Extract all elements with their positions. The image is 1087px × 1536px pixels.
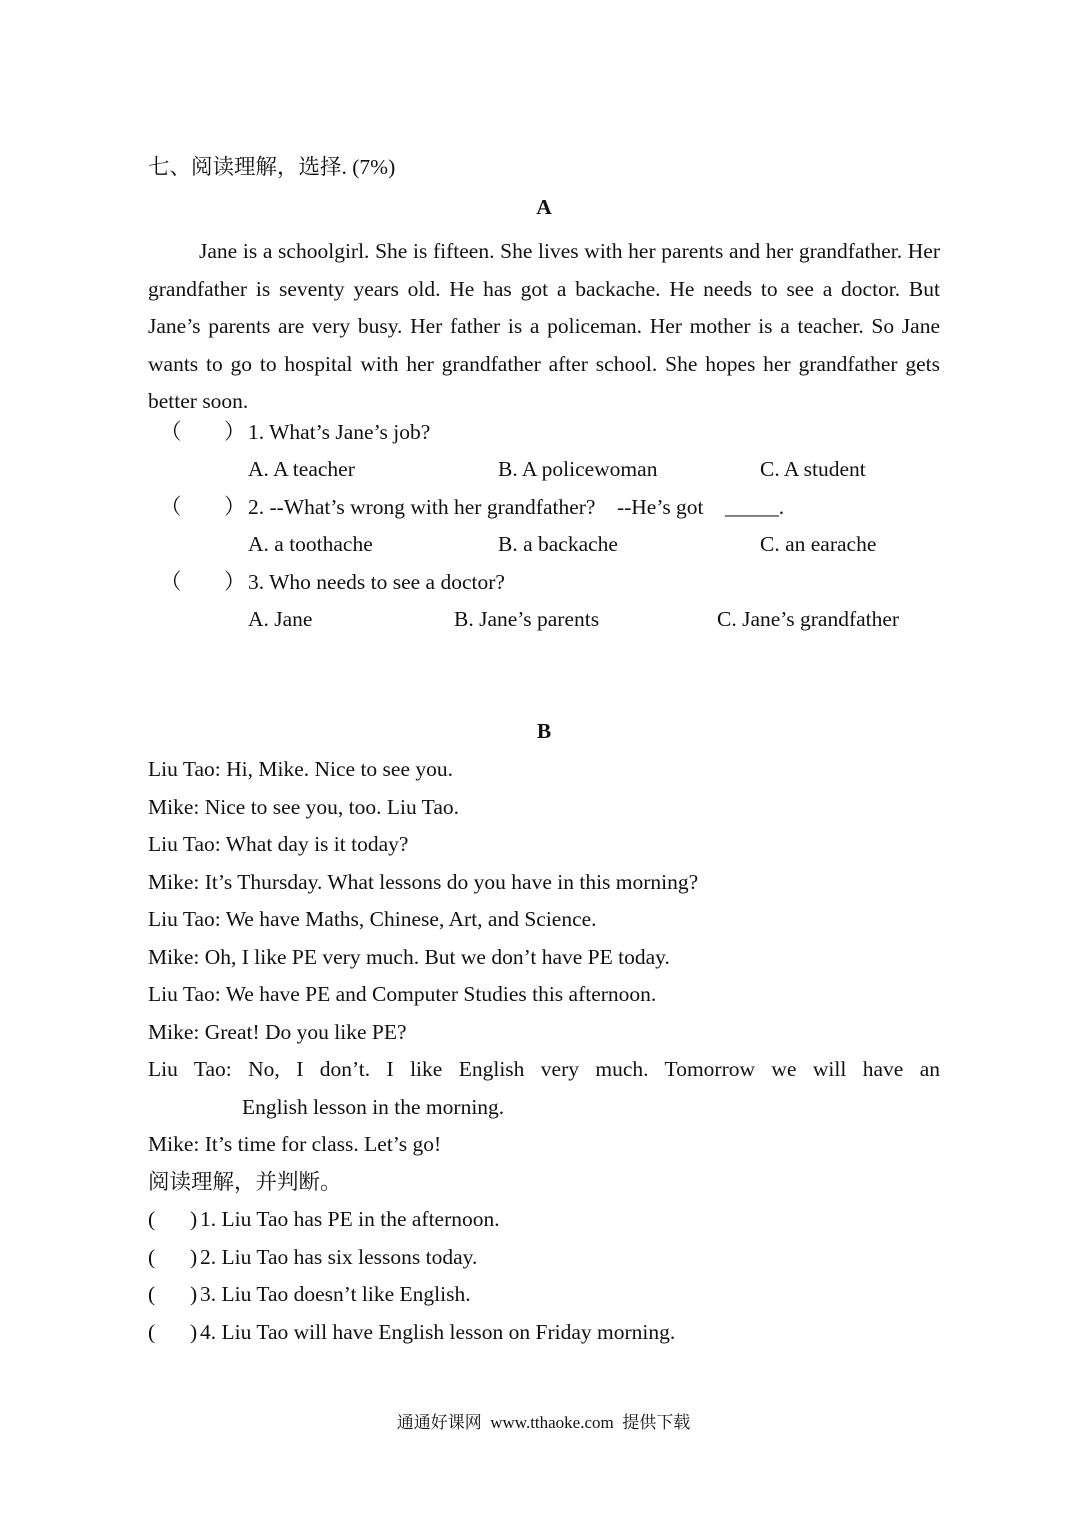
question-3-option-c: C. Jane’s grandfather	[717, 607, 900, 631]
tf-paren-open: (	[148, 1245, 156, 1269]
part-a-passage: Jane is a schoolgirl. She is fifteen. She lives with her parents and her grandfather. Her grandfather is seventy years old. He has got a backache. He needs to see a doctor. But Jane’s parents are very busy. Her father is a policeman. Her mother is a teacher. So Jane wants to go to hospital with her grandfather after school. She hopes her grandfather gets better soon.	[148, 239, 940, 413]
tf-statement-text: 3. Liu Tao doesn’t like English.	[200, 1282, 471, 1306]
tf-statement-text: 1. Liu Tao has PE in the afternoon.	[200, 1207, 500, 1231]
question-2-option-b: B. a backache	[498, 532, 618, 556]
dialogue-line: Mike: Great! Do you like PE?	[148, 1020, 407, 1044]
dialogue-line-long	[148, 1051, 940, 1126]
question-1-option-c: C. A student	[760, 457, 866, 481]
tf-paren-close: )	[190, 1245, 198, 1269]
tf-instruction: 阅读理解，并判断。	[148, 1170, 342, 1194]
question-2-option-c: C. an earache	[760, 532, 877, 556]
tf-statement-text: 2. Liu Tao has six lessons today.	[200, 1245, 478, 1269]
question-3-option-b: B. Jane’s parents	[454, 607, 600, 631]
question-3-option-a: A. Jane	[248, 607, 313, 631]
question-2-option-a: A. a toothache	[248, 532, 373, 556]
question-text: 2. --What’s wrong with her grandfather? --He’s got _____.	[248, 495, 785, 519]
section-title: 七、阅读理解，选择. (7%)	[148, 155, 396, 179]
answer-paren-open: （	[160, 420, 182, 444]
question-text: 1. What’s Jane’s job?	[248, 420, 431, 444]
dialogue-line-continued: English lesson in the morning.	[242, 1094, 505, 1119]
tf-paren-close: )	[190, 1282, 198, 1306]
dialogue-line: Mike: It’s Thursday. What lessons do you have in this morning?	[148, 870, 699, 894]
part-b-label: B	[536, 719, 552, 743]
dialogue-line: Liu Tao: Hi, Mike. Nice to see you.	[148, 757, 454, 781]
dialogue-line: Liu Tao: What day is it today?	[148, 832, 409, 856]
dialogue-line: Liu Tao: We have Maths, Chinese, Art, and Science.	[148, 907, 597, 931]
tf-paren-open: (	[148, 1282, 156, 1306]
dialogue-line: Mike: Oh, I like PE very much. But we don’t have PE today.	[148, 945, 670, 969]
question-1-option-b: B. A policewoman	[498, 457, 658, 481]
dialogue-line-first: Liu Tao: No, I don’t. I like English very much. Tomorrow we will have an	[148, 1057, 940, 1081]
answer-paren-close: ）	[224, 495, 246, 519]
answer-paren-close: ）	[224, 570, 246, 594]
tf-paren-close: )	[190, 1207, 198, 1231]
tf-paren-close: )	[190, 1320, 198, 1344]
question-1-option-a: A. A teacher	[248, 457, 355, 481]
page-footer: 通通好课网 www.tthaoke.com 提供下载	[396, 1413, 691, 1432]
dialogue-line: Mike: It’s time for class. Let’s go!	[148, 1132, 442, 1156]
tf-paren-open: (	[148, 1320, 156, 1344]
tf-paren-open: (	[148, 1207, 156, 1231]
answer-paren-close: ）	[224, 420, 246, 444]
answer-paren-open: （	[160, 495, 182, 519]
dialogue-line: Liu Tao: We have PE and Computer Studies this afternoon.	[148, 982, 657, 1006]
question-text: 3. Who needs to see a doctor?	[248, 570, 505, 594]
dialogue-line: Mike: Nice to see you, too. Liu Tao.	[148, 795, 459, 819]
part-a-label: A	[536, 195, 552, 219]
answer-paren-open: （	[160, 570, 182, 594]
tf-statement-text: 4. Liu Tao will have English lesson on Friday morning.	[200, 1320, 676, 1344]
